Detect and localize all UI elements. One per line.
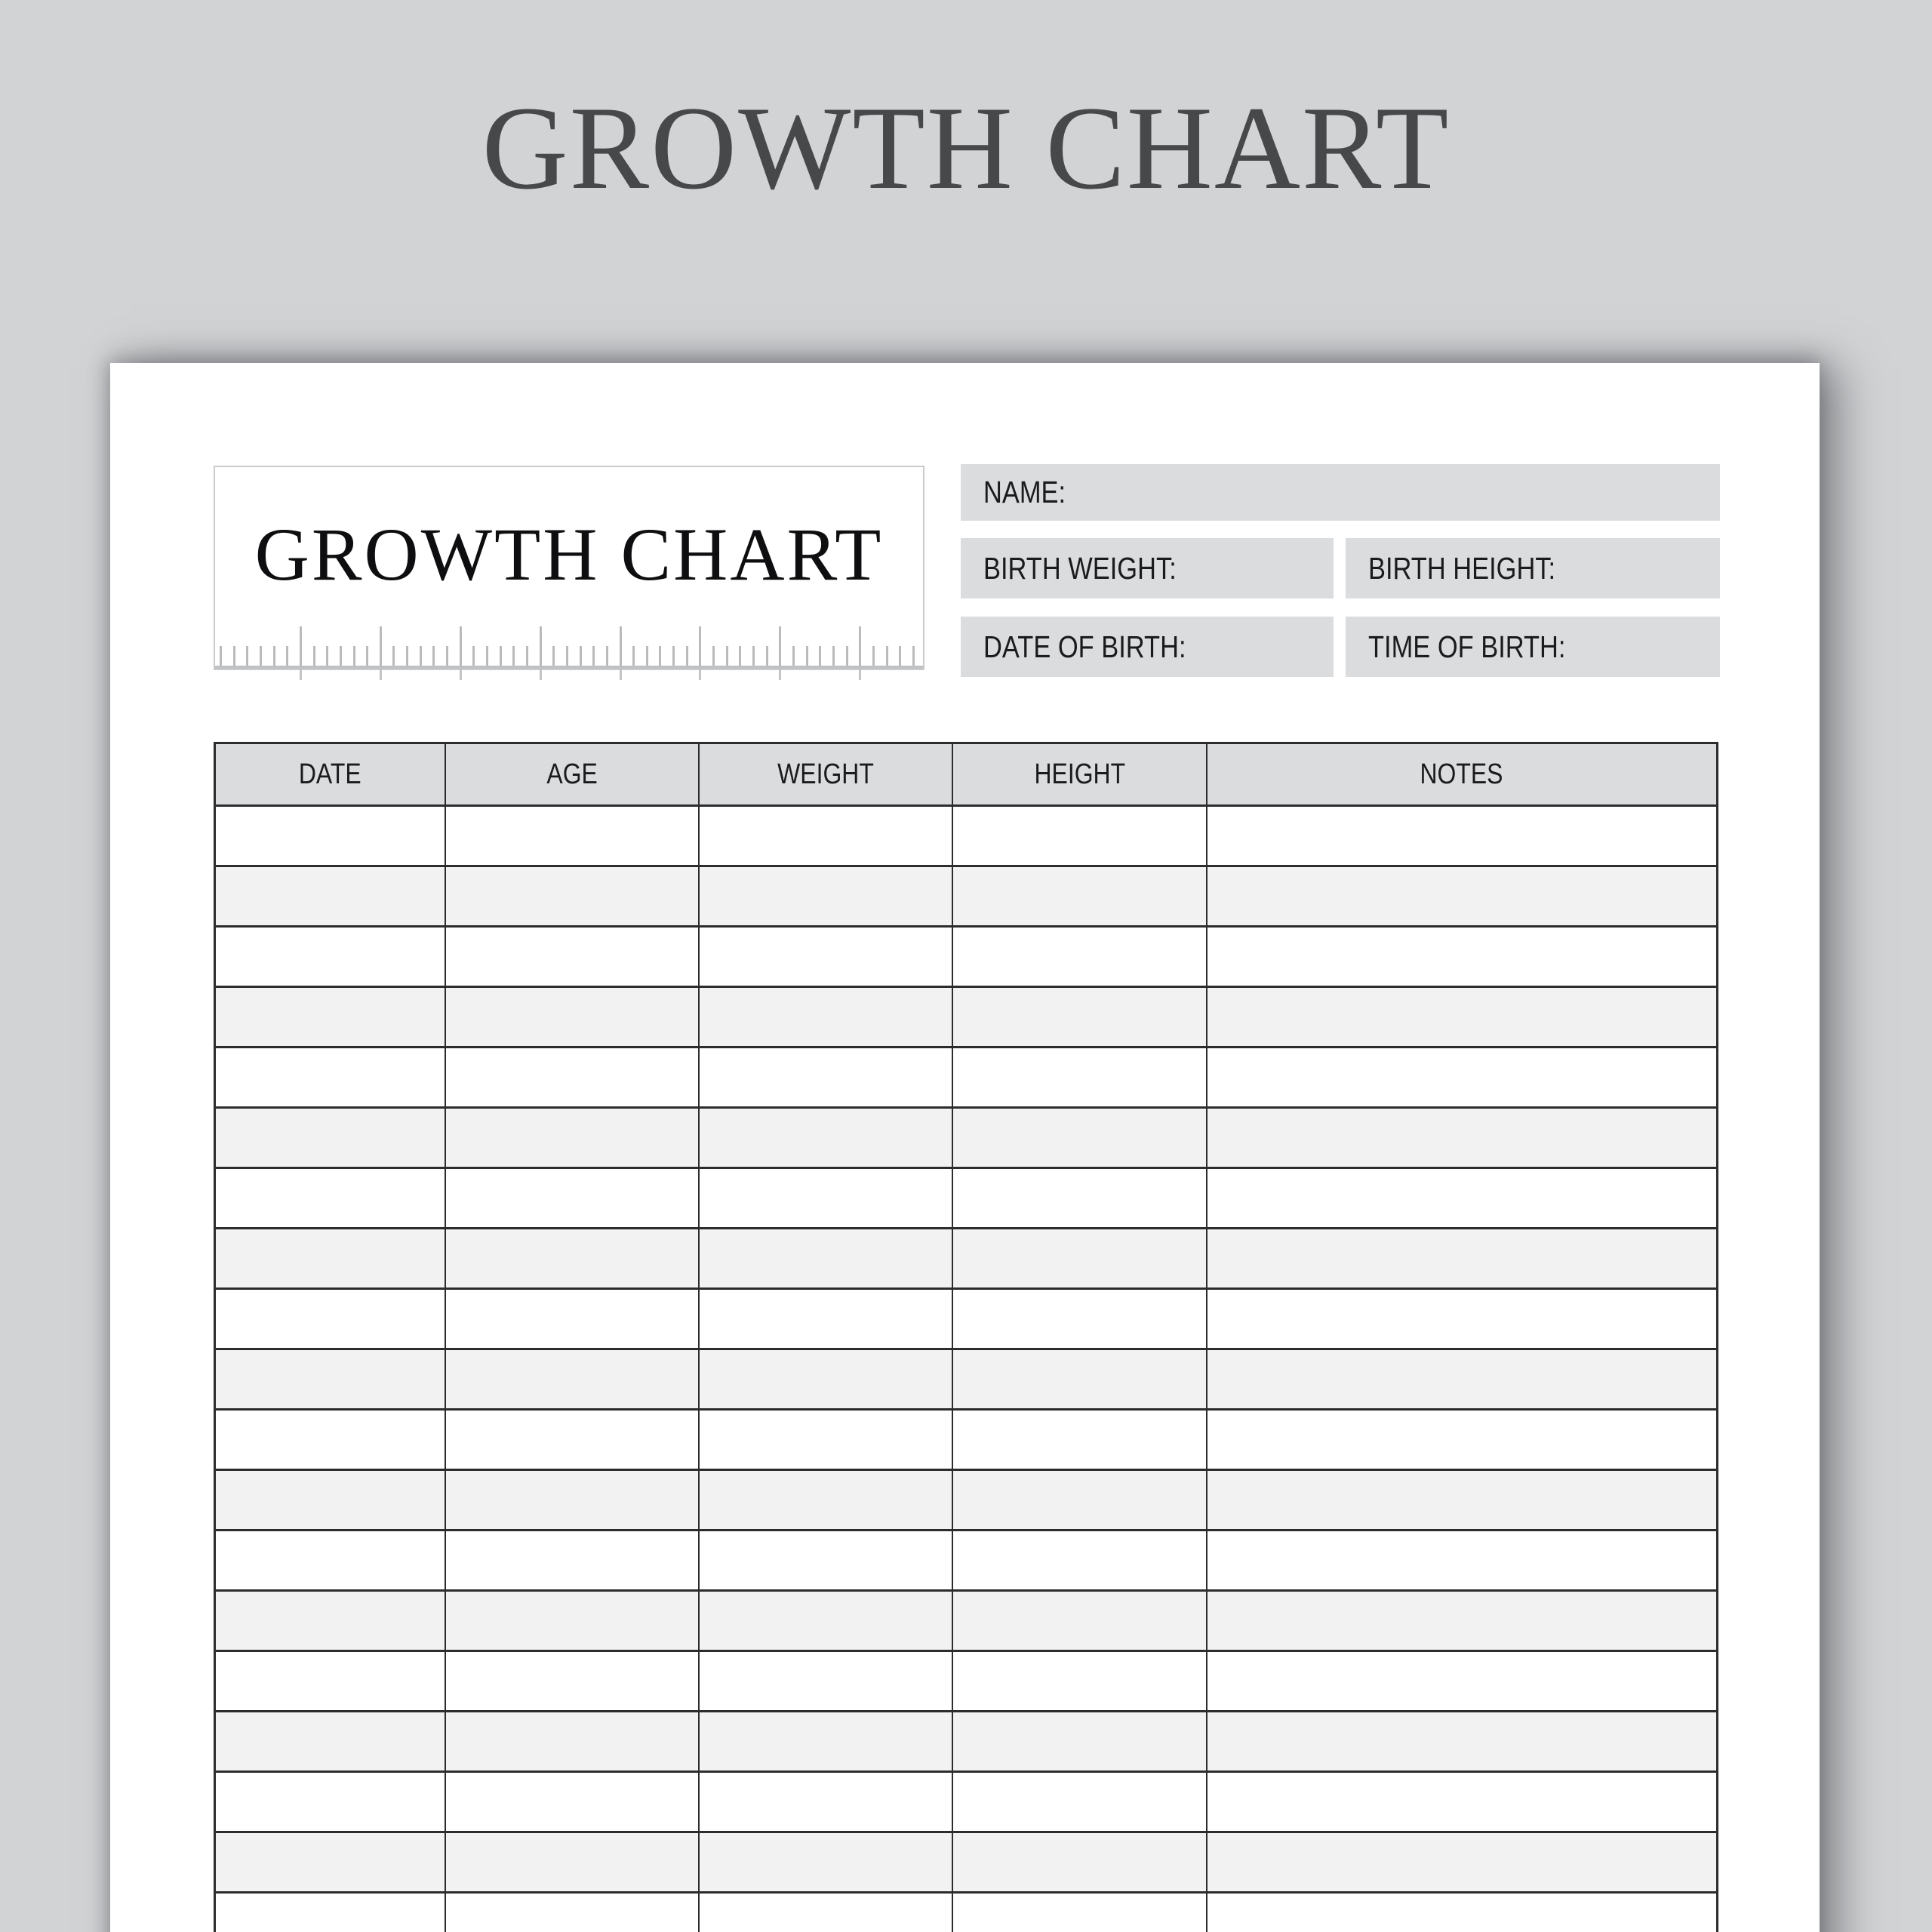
table-cell: [699, 1108, 952, 1168]
table-cell: [699, 1651, 952, 1712]
table-cell: [699, 1712, 952, 1772]
ruler-tick-stub: [779, 669, 781, 680]
table-cell: [445, 1410, 698, 1470]
table-cell: [215, 1772, 446, 1832]
ruler-minor-tick: [792, 646, 795, 666]
ruler-minor-tick: [486, 646, 488, 666]
column-header-age: AGE: [445, 743, 698, 806]
table-cell: [1207, 1229, 1718, 1289]
table-cell: [215, 1410, 446, 1470]
ruler-baseline: [215, 666, 923, 669]
table-cell: [445, 1712, 698, 1772]
ruler-tick-stub: [540, 669, 542, 680]
table-cell: [215, 927, 446, 987]
table-cell: [215, 1591, 446, 1651]
table-cell: [699, 1289, 952, 1349]
table-cell: [952, 1712, 1206, 1772]
birth-weight-field: [961, 538, 1334, 598]
table-cell: [445, 1832, 698, 1893]
table-cell: [215, 1168, 446, 1229]
table-cell: [215, 1229, 446, 1289]
growth-table: [214, 742, 1718, 1932]
table-cell: [952, 1410, 1206, 1470]
table-cell: [699, 1168, 952, 1229]
table-cell: [445, 1470, 698, 1531]
ruler-minor-tick: [233, 646, 235, 666]
name-field: [961, 464, 1720, 521]
table-cell: [952, 927, 1206, 987]
table-cell: [1207, 927, 1718, 987]
table-cell: [215, 987, 446, 1048]
table-cell: [445, 1289, 698, 1349]
ruler-minor-tick: [500, 646, 502, 666]
table-cell: [952, 1349, 1206, 1410]
time-of-birth-field: [1346, 617, 1720, 677]
table-cell: [445, 1048, 698, 1108]
table-cell: [215, 1712, 446, 1772]
table-cell: [952, 1108, 1206, 1168]
table-cell: [215, 806, 446, 866]
table-cell: [699, 806, 952, 866]
table-cell: [1207, 1168, 1718, 1229]
table-header-row: [215, 743, 1718, 806]
table-cell: [445, 1651, 698, 1712]
table-cell: [1207, 1349, 1718, 1410]
table-cell: [952, 1531, 1206, 1591]
ruler-minor-tick: [580, 646, 582, 666]
table-cell: [1207, 1289, 1718, 1349]
table-cell: [445, 987, 698, 1048]
table-cell: [445, 1591, 698, 1651]
ruler-minor-tick: [273, 646, 275, 666]
table-cell: [215, 1289, 446, 1349]
table-cell: [445, 866, 698, 927]
table-cell: [1207, 1591, 1718, 1651]
column-header-weight: WEIGHT: [699, 743, 952, 806]
table-cell: [952, 1772, 1206, 1832]
ruler-major-tick: [300, 626, 302, 666]
ruler-minor-tick: [472, 646, 475, 666]
table-cell: [445, 1531, 698, 1591]
table-cell: [952, 1832, 1206, 1893]
table-cell: [215, 1470, 446, 1531]
ruler-major-tick: [460, 626, 462, 666]
ruler-minor-tick: [899, 646, 901, 666]
ruler-minor-tick: [872, 646, 875, 666]
ruler-minor-tick: [832, 646, 835, 666]
logo-box: [214, 466, 924, 670]
logo-title: GROWTH CHART: [254, 512, 884, 596]
table-row: [215, 1651, 1718, 1712]
table-cell: [1207, 987, 1718, 1048]
birth-height-field: [1346, 538, 1720, 598]
ruler-tick-stub: [380, 669, 382, 680]
table-cell: [445, 1168, 698, 1229]
ruler-minor-tick: [286, 646, 288, 666]
table-cell: [445, 1772, 698, 1832]
ruler-minor-tick: [912, 646, 915, 666]
ruler-minor-tick: [313, 646, 315, 666]
ruler-major-tick: [380, 626, 382, 666]
ruler-minor-tick: [819, 646, 821, 666]
table-cell: [952, 1229, 1206, 1289]
table-cell: [699, 1349, 952, 1410]
ruler-minor-tick: [726, 646, 728, 666]
ruler-minor-tick: [686, 646, 688, 666]
table-row: [215, 866, 1718, 927]
ruler-tick-stub: [300, 669, 302, 680]
table-cell: [699, 987, 952, 1048]
table-cell: [699, 1893, 952, 1932]
table-cell: [215, 1108, 446, 1168]
table-row: [215, 1108, 1718, 1168]
ruler-minor-tick: [886, 646, 888, 666]
table-row: [215, 1349, 1718, 1410]
table-row: [215, 1470, 1718, 1531]
table-cell: [445, 1893, 698, 1932]
table-cell: [699, 1048, 952, 1108]
table-cell: [215, 1531, 446, 1591]
table-cell: [445, 806, 698, 866]
ruler-minor-tick: [512, 646, 515, 666]
table-row: [215, 1229, 1718, 1289]
table-cell: [699, 1470, 952, 1531]
ruler-minor-tick: [392, 646, 395, 666]
table-cell: [952, 1289, 1206, 1349]
column-header-notes: NOTES: [1207, 743, 1718, 806]
name-field-label: NAME:: [983, 475, 1066, 509]
table-cell: [1207, 1108, 1718, 1168]
page-title: GROWTH CHART: [481, 82, 1451, 214]
table-cell: [699, 1531, 952, 1591]
ruler-minor-tick: [672, 646, 675, 666]
table-cell: [699, 1591, 952, 1651]
table-cell: [445, 927, 698, 987]
birth-weight-field-label: BIRTH WEIGHT:: [983, 550, 1177, 586]
ruler-minor-tick: [366, 646, 368, 666]
ruler-major-tick: [620, 626, 622, 666]
ruler-minor-tick: [420, 646, 422, 666]
table-row: [215, 927, 1718, 987]
table-cell: [699, 1229, 952, 1289]
table-cell: [952, 1168, 1206, 1229]
table-row: [215, 806, 1718, 866]
table-row: [215, 987, 1718, 1048]
table-cell: [1207, 1772, 1718, 1832]
table-row: [215, 1591, 1718, 1651]
table-cell: [1207, 1712, 1718, 1772]
ruler-minor-tick: [406, 646, 408, 666]
table-cell: [215, 866, 446, 927]
table-cell: [952, 806, 1206, 866]
table-cell: [1207, 1470, 1718, 1531]
date-of-birth-field-label: DATE OF BIRTH:: [983, 629, 1186, 664]
table-cell: [1207, 1651, 1718, 1712]
ruler-tick-stub: [620, 669, 622, 680]
table-cell: [215, 1893, 446, 1932]
column-header-date: DATE: [215, 743, 446, 806]
birth-height-field-label: BIRTH HEIGHT:: [1368, 550, 1556, 586]
table-cell: [952, 1591, 1206, 1651]
paper-page: [110, 363, 1820, 1932]
ruler-major-tick: [779, 626, 781, 666]
table-cell: [1207, 1893, 1718, 1932]
time-of-birth-field-label: TIME OF BIRTH:: [1368, 629, 1566, 664]
date-of-birth-field: [961, 617, 1334, 677]
ruler-minor-tick: [220, 646, 222, 666]
ruler-minor-tick: [526, 646, 528, 666]
ruler-minor-tick: [353, 646, 355, 666]
table-row: [215, 1168, 1718, 1229]
table-cell: [1207, 1410, 1718, 1470]
ruler-minor-tick: [739, 646, 741, 666]
ruler-minor-tick: [766, 646, 768, 666]
ruler-minor-tick: [446, 646, 448, 666]
table-row: [215, 1289, 1718, 1349]
ruler-tick-stub: [699, 669, 701, 680]
table-cell: [952, 1470, 1206, 1531]
table-cell: [445, 1229, 698, 1289]
ruler-tick-stub: [460, 669, 462, 680]
table-cell: [952, 1048, 1206, 1108]
table-cell: [699, 866, 952, 927]
table-cell: [952, 1893, 1206, 1932]
table-row: [215, 1832, 1718, 1893]
table-cell: [215, 1349, 446, 1410]
table-row: [215, 1772, 1718, 1832]
ruler-tick-stub: [859, 669, 861, 680]
ruler-major-tick: [699, 626, 701, 666]
table-cell: [1207, 1048, 1718, 1108]
ruler-major-tick: [540, 626, 542, 666]
ruler-minor-tick: [646, 646, 648, 666]
table-cell: [952, 1651, 1206, 1712]
ruler-minor-tick: [552, 646, 555, 666]
ruler-minor-tick: [712, 646, 715, 666]
table-cell: [445, 1108, 698, 1168]
ruler-icon: [215, 625, 923, 669]
ruler-minor-tick: [752, 646, 755, 666]
table-row: [215, 1893, 1718, 1932]
ruler-minor-tick: [246, 646, 248, 666]
column-header-height: HEIGHT: [952, 743, 1206, 806]
table-cell: [699, 1772, 952, 1832]
ruler-minor-tick: [260, 646, 262, 666]
ruler-minor-tick: [606, 646, 608, 666]
table-cell: [1207, 866, 1718, 927]
table-cell: [952, 987, 1206, 1048]
table-cell: [699, 1410, 952, 1470]
ruler-minor-tick: [659, 646, 661, 666]
table-cell: [215, 1048, 446, 1108]
ruler-minor-tick: [846, 646, 848, 666]
ruler-minor-tick: [340, 646, 342, 666]
ruler-minor-tick: [566, 646, 568, 666]
table-cell: [952, 866, 1206, 927]
ruler-minor-tick: [632, 646, 635, 666]
ruler-minor-tick: [326, 646, 328, 666]
ruler-major-tick: [859, 626, 861, 666]
table-row: [215, 1048, 1718, 1108]
ruler-minor-tick: [592, 646, 595, 666]
table-cell: [1207, 806, 1718, 866]
table-row: [215, 1712, 1718, 1772]
table-cell: [699, 1832, 952, 1893]
table-cell: [699, 927, 952, 987]
table-cell: [215, 1651, 446, 1712]
table-row: [215, 1531, 1718, 1591]
table-row: [215, 1410, 1718, 1470]
table-cell: [215, 1832, 446, 1893]
table-cell: [1207, 1832, 1718, 1893]
ruler-minor-tick: [806, 646, 808, 666]
table-cell: [445, 1349, 698, 1410]
ruler-minor-tick: [432, 646, 435, 666]
table-cell: [1207, 1531, 1718, 1591]
